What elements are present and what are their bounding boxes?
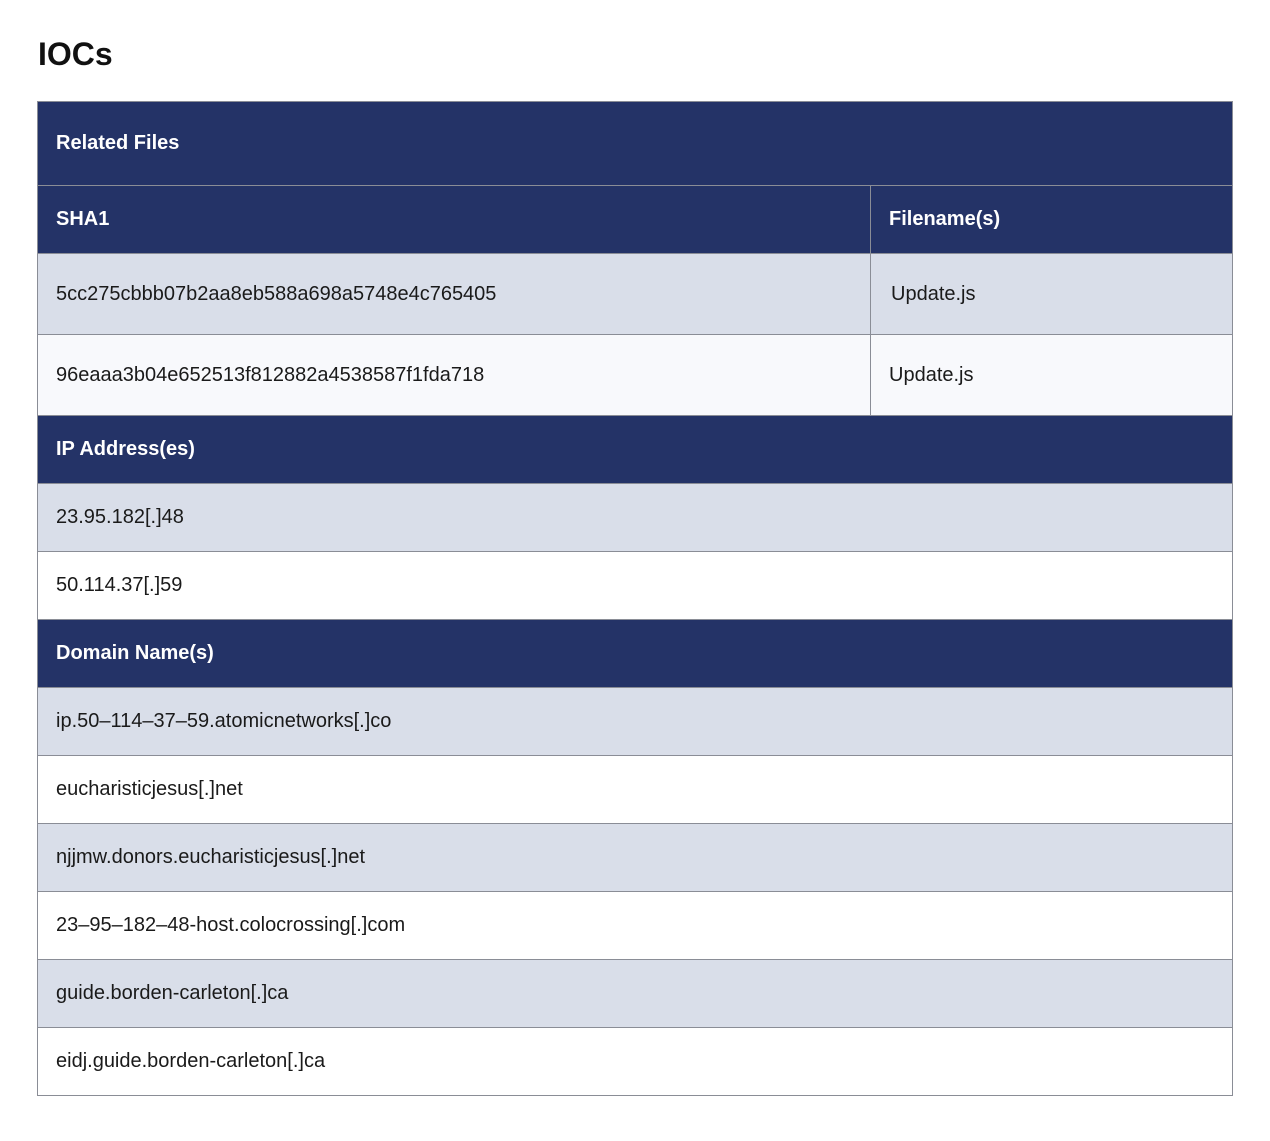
domain-cell: eucharisticjesus[.]net	[56, 778, 243, 800]
domain-cell: guide.borden-carleton[.]ca	[56, 982, 289, 1004]
section-title: Related Files	[56, 132, 180, 154]
filename-cell: Update.js	[889, 363, 974, 386]
column-headers	[38, 186, 1232, 254]
section-title: Domain Name(s)	[56, 642, 214, 664]
section-title: IP Address(es)	[56, 438, 195, 460]
page-title: IOCs	[38, 36, 113, 72]
domain-cell: 23–95–182–48-host.colocrossing[.]com	[56, 914, 406, 936]
filename-cell: Update.js	[891, 282, 976, 305]
table-row	[38, 824, 1232, 892]
column-header-filename: Filename(s)	[889, 208, 1001, 230]
ip-header	[38, 416, 1232, 484]
column-header-sha1: SHA1	[38, 186, 871, 253]
table-row	[38, 892, 1232, 960]
table-row	[38, 254, 1232, 335]
table-row	[38, 1028, 1232, 1096]
table-row	[38, 335, 1232, 416]
table-row	[38, 484, 1232, 552]
table-row	[38, 552, 1232, 620]
ip-cell: 50.114.37[.]59	[56, 574, 183, 596]
ioc-table	[37, 101, 1233, 1096]
related-files-header	[38, 102, 1232, 186]
table-row	[38, 688, 1232, 756]
table-row	[38, 960, 1232, 1028]
ip-cell: 23.95.182[.]48	[56, 506, 184, 528]
domain-header	[38, 620, 1232, 688]
table-row	[38, 756, 1232, 824]
domain-cell: ip.50–114–37–59.atomicnetworks[.]co	[56, 710, 392, 732]
domain-cell: njjmw.donors.eucharisticjesus[.]net	[56, 846, 366, 868]
sha1-cell: 96eaaa3b04e652513f812882a4538587f1fda718	[38, 335, 871, 415]
sha1-cell: 5cc275cbbb07b2aa8eb588a698a5748e4c765405	[38, 254, 871, 334]
domain-cell: eidj.guide.borden-carleton[.]ca	[56, 1050, 326, 1072]
